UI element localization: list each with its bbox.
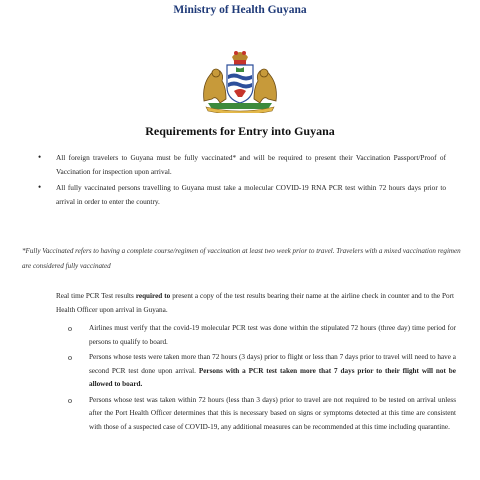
condition-text: Persons whose test was taken within 72 hours (less than 3 days) prior to travel are not required to be tested on arrival unless after the Port Health Officer determines that this is necessary based on signs or symptoms detected at this time are consistent with those of a suspected case of COVID-19, any additional measures can be recommended at this time including quarantine. — [89, 395, 456, 431]
pcr-bold-text: required to — [135, 292, 171, 300]
requirement-item: • All foreign travelers to Guyana must be fully vaccinated* and will be required to present their Vaccination Passport/Proof of Vaccination for inspection upon arrival. — [34, 151, 446, 178]
coat-of-arms-icon — [198, 45, 282, 113]
condition-text: Persons whose tests were taken more than 72 hours (3 days) prior to flight or less than 7 days prior to travel will need to have a second PCR test done upon arrival. — [89, 353, 456, 375]
condition-bold-text: Persons with a PCR test taken more that 7 days prior to their flight will not be allowed to board. — [89, 366, 456, 388]
pcr-conditions-list — [64, 322, 456, 436]
condition-text: Airlines must verify that the covid-19 molecular PCR test was done within the stipulated 72 hours (three day) time period for persons to qualify to board. — [89, 324, 456, 346]
pcr-text: present a copy of the test results bearing their name at the airline check in counter and to the Port Health Officer upon arrival in Guyana. — [56, 292, 454, 314]
circle-bullet-icon: o — [68, 353, 72, 362]
requirement-item: • All fully vaccinated persons travelling to Guyana must take a molecular COVID-19 RNA PCR test within 72 hours days prior to arrival in order to enter the country. — [34, 181, 446, 208]
condition-item — [64, 322, 456, 349]
circle-bullet-icon: o — [68, 395, 72, 405]
circle-bullet-icon: o — [68, 324, 72, 333]
page-title: Requirements for Entry into Guyana — [145, 124, 335, 138]
ministry-header: Ministry of Health Guyana — [173, 4, 307, 16]
condition-item — [64, 394, 456, 435]
pcr-text: Real time PCR Test results — [56, 292, 136, 300]
pcr-paragraph — [56, 290, 454, 317]
condition-item — [64, 351, 456, 392]
vaccination-footnote: *Fully Vaccinated refers to having a complete course/regimen of vaccination at least two week prior to travel. Travelers with a mixed vaccination regimen are considered fully vaccinated — [22, 247, 461, 270]
requirements-list — [34, 151, 446, 211]
